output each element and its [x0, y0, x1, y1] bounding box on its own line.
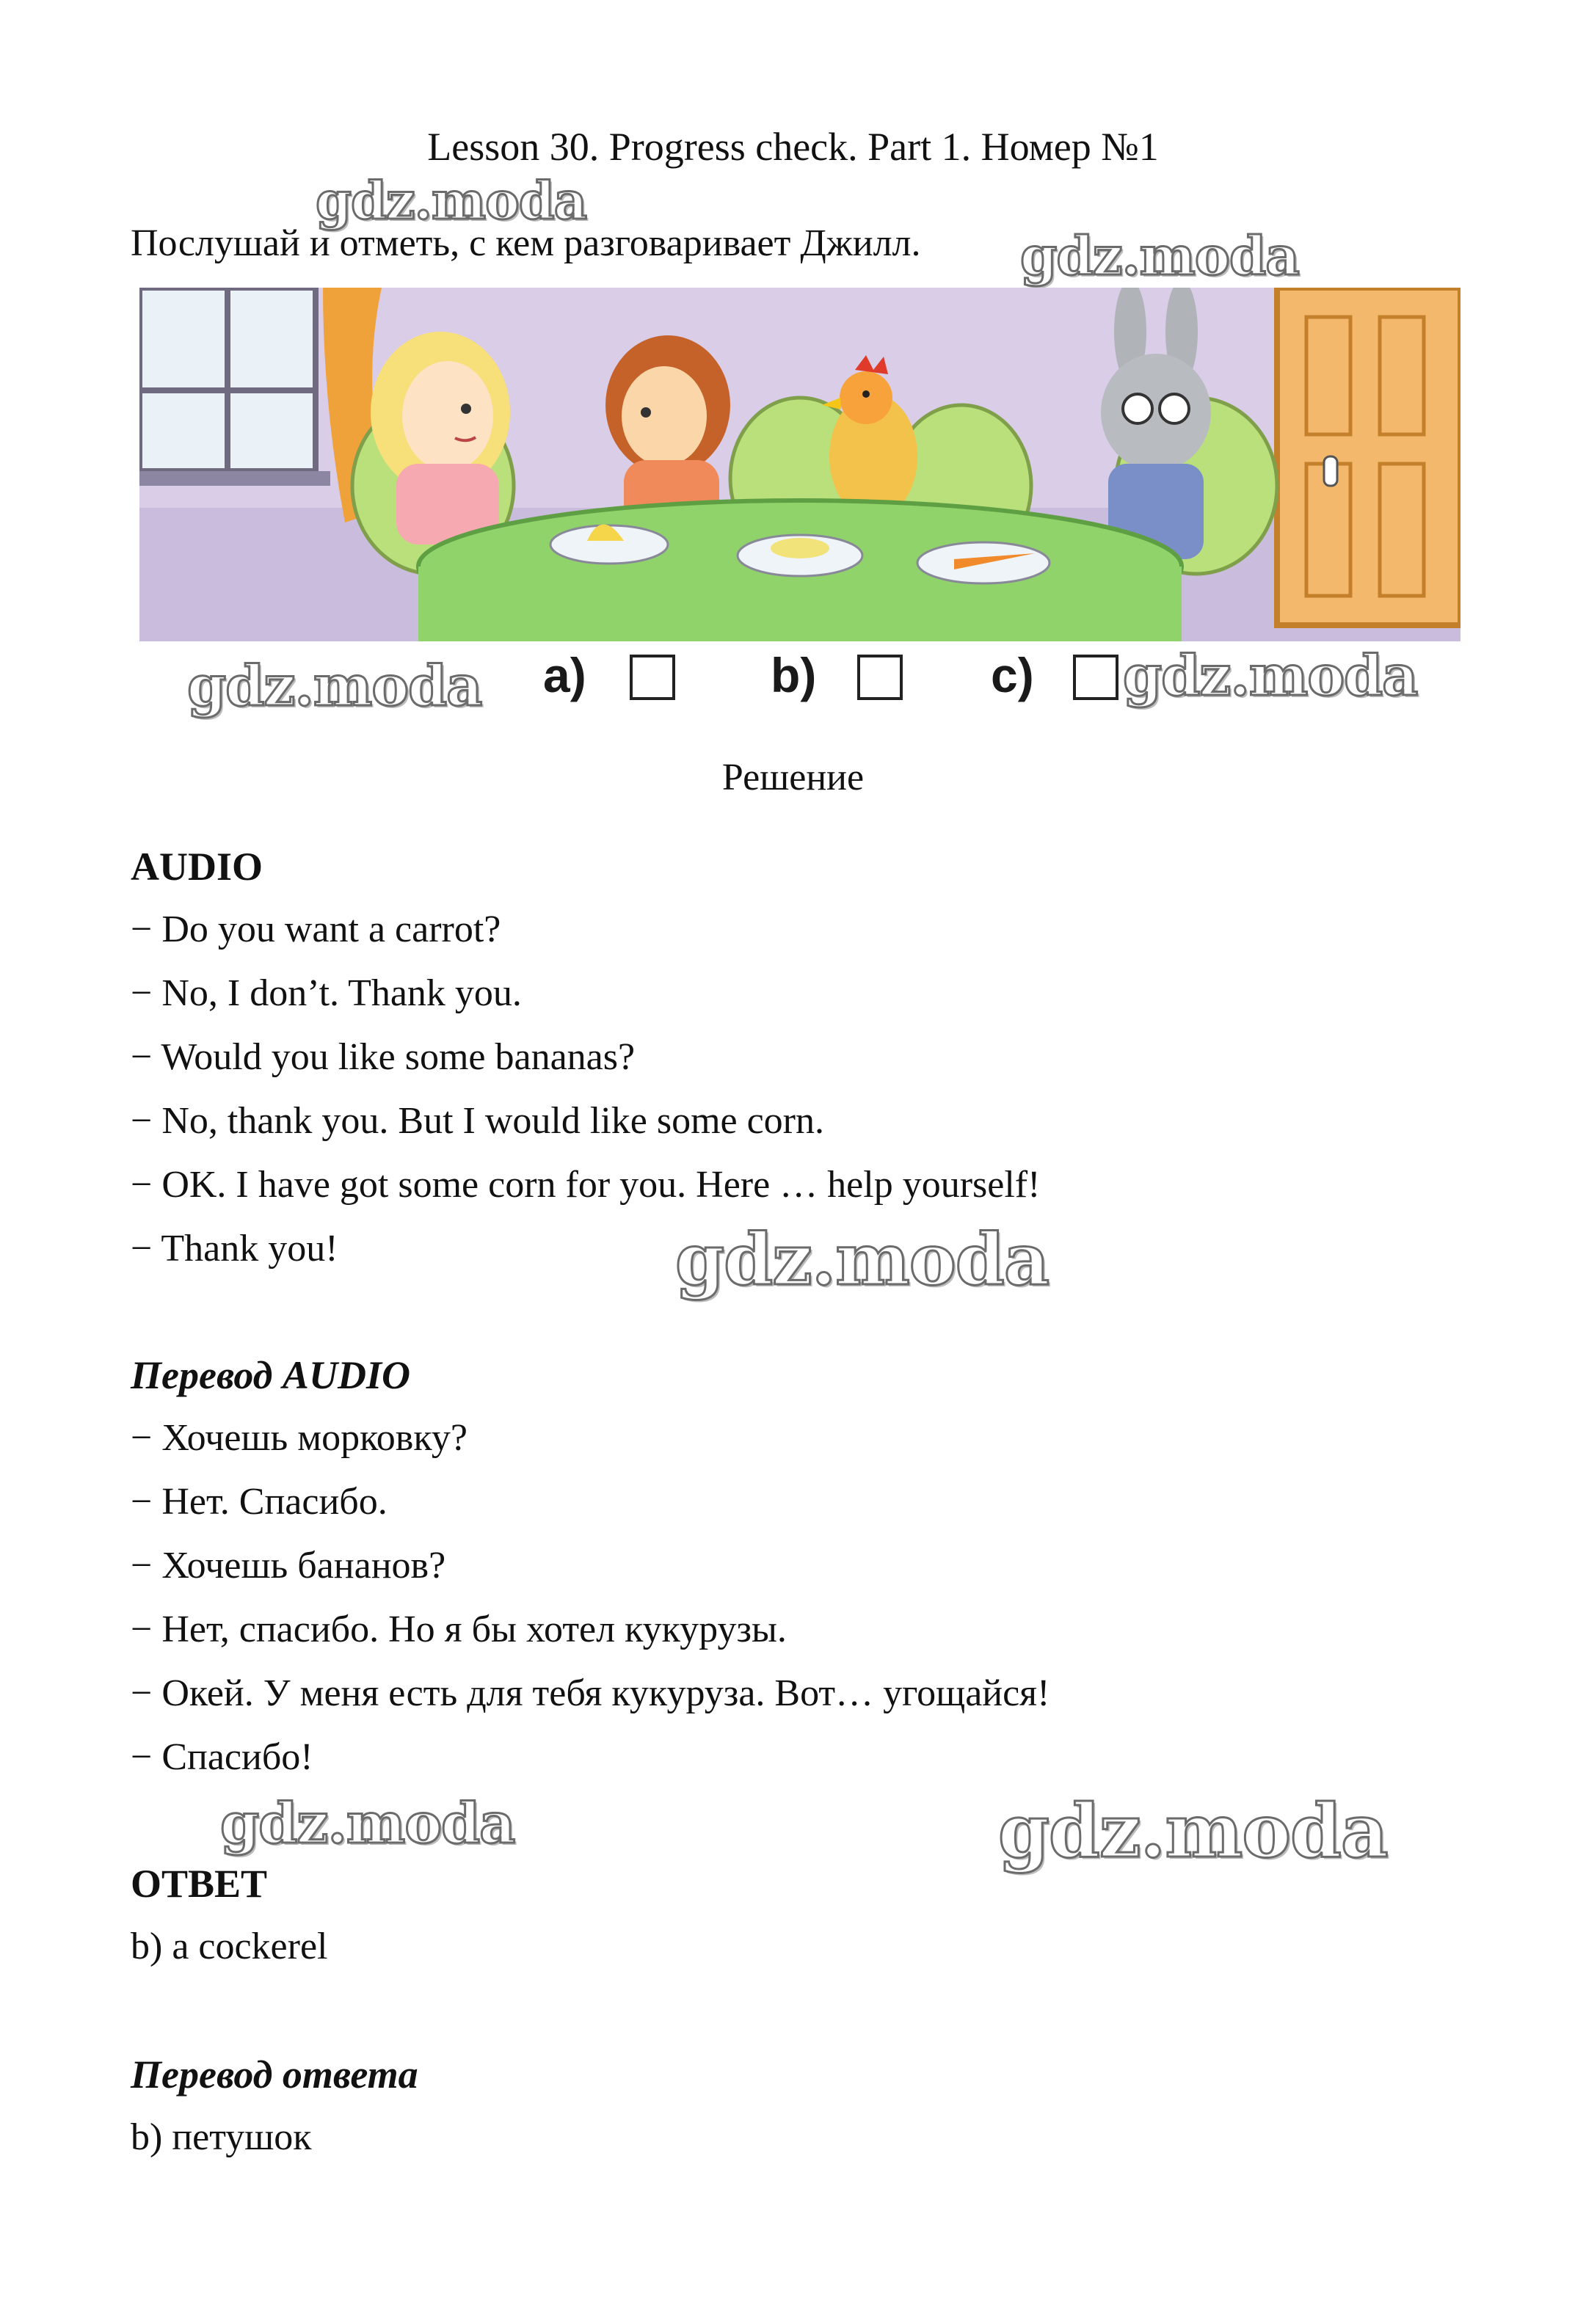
- watermark: gdz.moda: [998, 1788, 1388, 1874]
- audio-line: − Do you want a carrot?: [131, 908, 501, 950]
- audio-line: − Would you like some bananas?: [131, 1036, 636, 1078]
- watermark: gdz.moda: [316, 170, 587, 231]
- option-c-checkbox[interactable]: [1073, 655, 1118, 700]
- translation-line: − Нет, спасибо. Но я бы хотел кукурузы.: [131, 1609, 787, 1650]
- watermark: gdz.moda: [187, 653, 482, 718]
- translation-line: − Нет. Спасибо.: [131, 1481, 388, 1523]
- watermark: gdz.moda: [1123, 643, 1418, 708]
- watermark: gdz.moda: [1020, 225, 1299, 287]
- solution-heading: Решение: [721, 757, 865, 798]
- page-title: Lesson 30. Progress check. Part 1. Номер №1: [427, 125, 1159, 169]
- window: [139, 288, 330, 486]
- answer-translation-text: b) петушок: [131, 2116, 312, 2158]
- answer-heading: ОТВЕТ: [131, 1862, 268, 1906]
- option-b-label: b): [771, 648, 817, 702]
- answer-translation-heading: Перевод ответа: [131, 2052, 418, 2097]
- option-b-checkbox[interactable]: [857, 655, 903, 700]
- illustration-family-at-table: [139, 288, 1460, 641]
- task-instruction: Послушай и отметь, с кем разговаривает Джилл.: [131, 222, 921, 264]
- translation-line: − Спасибо!: [131, 1736, 313, 1778]
- watermark: gdz.moda: [675, 1218, 1050, 1301]
- option-a-label: a): [543, 648, 586, 702]
- audio-heading: AUDIO: [131, 845, 263, 889]
- translation-line: − Хочешь бананов?: [131, 1545, 446, 1587]
- door: [1277, 288, 1460, 625]
- watermark: gdz.moda: [220, 1791, 515, 1856]
- answer-text: b) a cockerel: [131, 1926, 328, 1967]
- translation-line: − Окей. У меня есть для тебя кукуруза. Вот… угощайся!: [131, 1672, 1050, 1714]
- translation-line: − Хочешь морковку?: [131, 1417, 468, 1459]
- audio-line: − OK. I have got some corn for you. Here … help yourself!: [131, 1164, 1041, 1206]
- audio-line: − No, I don’t. Thank you.: [131, 972, 522, 1014]
- option-c-label: c): [991, 648, 1034, 702]
- audio-line: − No, thank you. But I would like some corn.: [131, 1100, 824, 1142]
- audio-line: − Thank you!: [131, 1228, 338, 1270]
- corn: [771, 538, 829, 558]
- option-a-checkbox[interactable]: [630, 655, 675, 700]
- translation-heading: Перевод AUDIO: [131, 1353, 410, 1397]
